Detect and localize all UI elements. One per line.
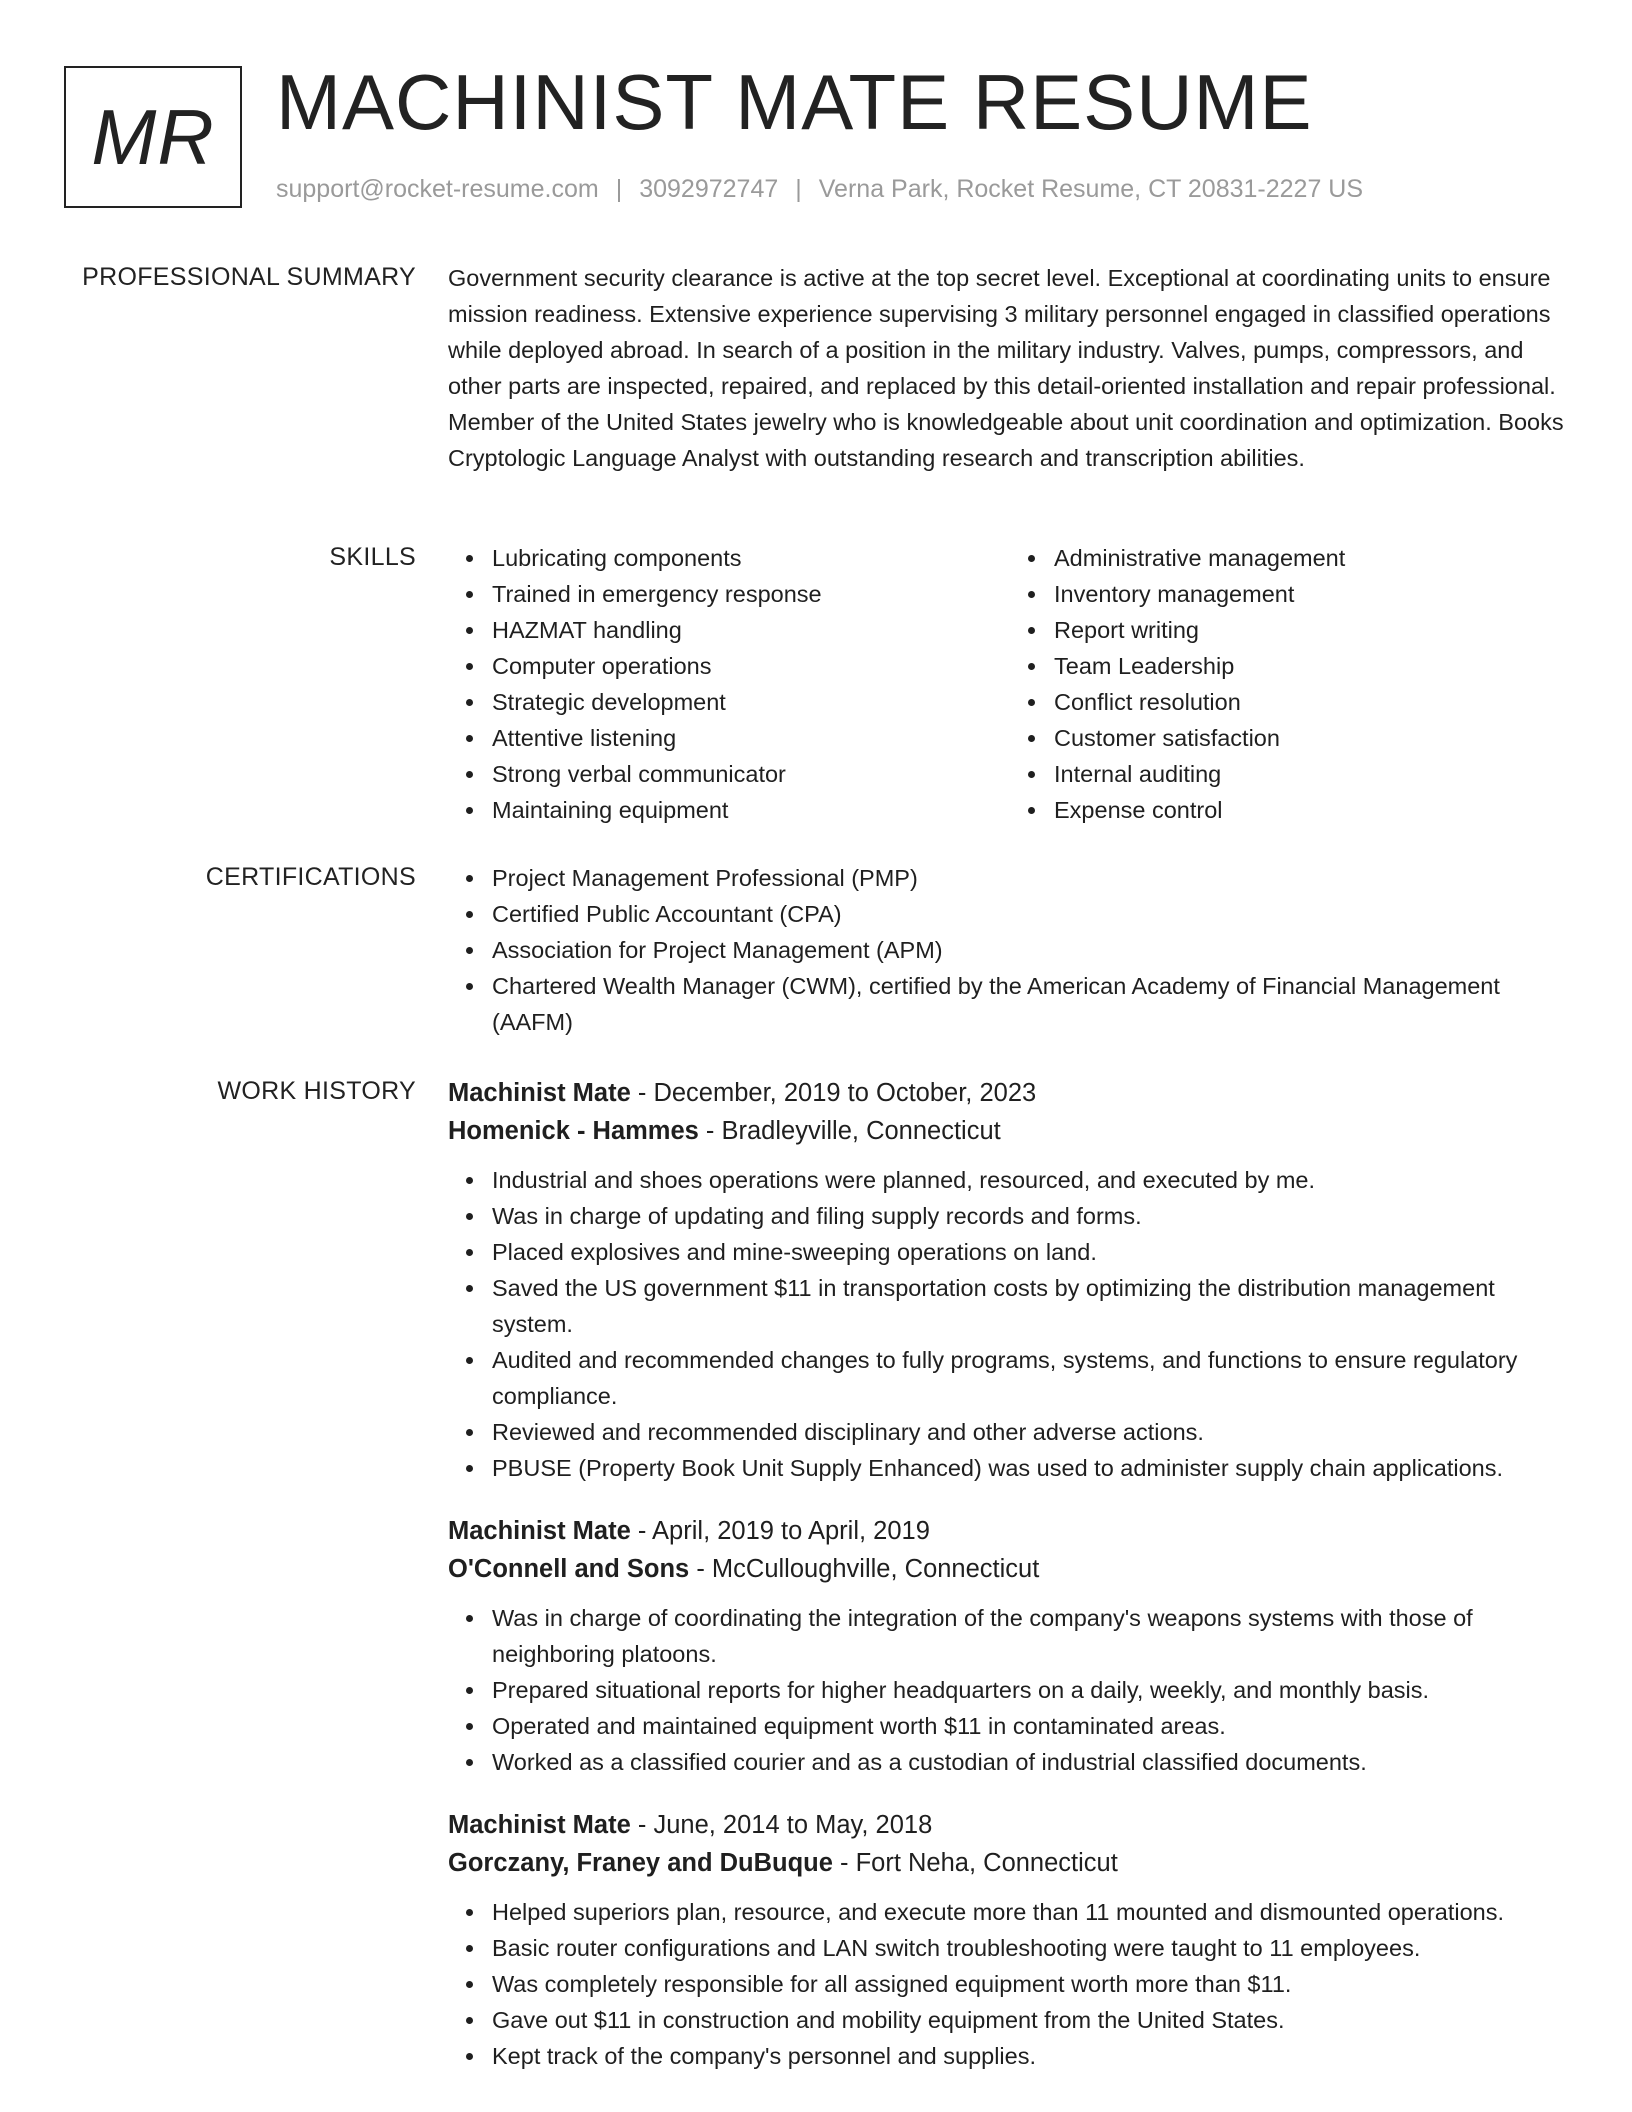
job-location: - McCulloughville, Connecticut bbox=[689, 1555, 1040, 1583]
job-duty-item: Saved the US government $11 in transportation costs by optimizing the distribution management system. bbox=[492, 1270, 1572, 1342]
certifications-list bbox=[448, 860, 1572, 1040]
work-history-body bbox=[448, 1074, 1572, 2100]
job-heading bbox=[448, 1806, 1572, 1844]
job-duties-list bbox=[448, 1162, 1572, 1486]
job-company: O'Connell and Sons bbox=[448, 1555, 690, 1583]
job-duty-item: Kept track of the company's personnel and supplies. bbox=[492, 2038, 1572, 2074]
skill-item: Lubricating components bbox=[492, 540, 1010, 576]
job-title: Machinist Mate bbox=[448, 1079, 631, 1107]
job-title: Machinist Mate bbox=[448, 1811, 631, 1839]
skill-item: HAZMAT handling bbox=[492, 612, 1010, 648]
skill-item: Administrative management bbox=[1054, 540, 1572, 576]
job-duty-item: Operated and maintained equipment worth $11 in contaminated areas. bbox=[492, 1708, 1572, 1744]
job-heading bbox=[448, 1074, 1572, 1112]
section-label-certifications: CERTIFICATIONS bbox=[205, 863, 416, 891]
job-duty-item: Industrial and shoes operations were planned, resourced, and executed by me. bbox=[492, 1162, 1572, 1198]
job-entry bbox=[448, 1806, 1572, 2074]
job-duty-item: Helped superiors plan, resource, and execute more than 11 mounted and dismounted operations. bbox=[492, 1894, 1572, 1930]
skill-item: Conflict resolution bbox=[1054, 684, 1572, 720]
skill-item: Strong verbal communicator bbox=[492, 756, 1010, 792]
skill-item: Inventory management bbox=[1054, 576, 1572, 612]
skill-item: Report writing bbox=[1054, 612, 1572, 648]
job-duty-item: Basic router configurations and LAN switch troubleshooting were taught to 11 employees. bbox=[492, 1930, 1572, 1966]
job-employer bbox=[448, 1112, 1572, 1150]
skill-item: Internal auditing bbox=[1054, 756, 1572, 792]
job-entry bbox=[448, 1074, 1572, 1486]
contact-separator: | bbox=[615, 175, 623, 203]
job-location: - Fort Neha, Connecticut bbox=[832, 1849, 1118, 1877]
job-dates: - June, 2014 to May, 2018 bbox=[630, 1811, 933, 1839]
certification-item: Certified Public Accountant (CPA) bbox=[492, 896, 1572, 932]
job-duty-item: Was in charge of coordinating the integration of the company's weapons systems with those of neighboring platoons. bbox=[492, 1600, 1572, 1672]
skill-item: Customer satisfaction bbox=[1054, 720, 1572, 756]
job-duty-item: PBUSE (Property Book Unit Supply Enhanced) was used to administer supply chain applications. bbox=[492, 1450, 1572, 1486]
job-location: - Bradleyville, Connecticut bbox=[698, 1117, 1001, 1145]
job-duties-list bbox=[448, 1600, 1572, 1780]
skill-item: Strategic development bbox=[492, 684, 1010, 720]
contact-separator: | bbox=[795, 175, 802, 203]
monogram-logo: MR bbox=[64, 66, 242, 208]
skills-list-left bbox=[448, 540, 1010, 828]
job-duty-item: Worked as a classified courier and as a custodian of industrial classified documents. bbox=[492, 1744, 1572, 1780]
skill-item: Attentive listening bbox=[492, 720, 1010, 756]
contact-phone[interactable]: 3092972747 bbox=[639, 175, 779, 203]
certification-item: Association for Project Management (APM) bbox=[492, 932, 1572, 968]
section-label-summary: PROFESSIONAL SUMMARY bbox=[82, 263, 416, 291]
skill-item: Trained in emergency response bbox=[492, 576, 1010, 612]
job-dates: - April, 2019 to April, 2019 bbox=[630, 1517, 930, 1545]
contact-address: Verna Park, Rocket Resume, CT 20831-2227 US bbox=[818, 175, 1364, 203]
job-duty-item: Placed explosives and mine-sweeping operations on land. bbox=[492, 1234, 1572, 1270]
job-duty-item: Was in charge of updating and filing supply records and forms. bbox=[492, 1198, 1572, 1234]
job-entry bbox=[448, 1512, 1572, 1780]
summary-body bbox=[448, 260, 1572, 476]
job-company: Gorczany, Franey and DuBuque bbox=[448, 1849, 833, 1877]
skill-item: Maintaining equipment bbox=[492, 792, 1010, 828]
section-label-work-history: WORK HISTORY bbox=[217, 1077, 416, 1105]
certifications-body bbox=[448, 860, 1572, 1040]
job-duty-item: Prepared situational reports for higher headquarters on a daily, weekly, and monthly basis. bbox=[492, 1672, 1572, 1708]
certification-item: Chartered Wealth Manager (CWM), certified by the American Academy of Financial Management (AAFM) bbox=[492, 968, 1572, 1040]
job-employer bbox=[448, 1844, 1572, 1882]
summary-text: Government security clearance is active at the top secret level. Exceptional at coordinating units to ensure mission readiness. Extensive experience supervising 3 military personnel engaged in classified operations while deployed abroad. In search of a position in the military industry. Valves, pumps, compressors, and other parts are inspected, repaired, and replaced by this detail-oriented installation and repair professional. Member of the United States jewelry who is knowledgeable about unit coordination and optimization. Books Cryptologic Language Analyst with outstanding research and transcription abilities. bbox=[448, 265, 1564, 471]
job-dates: - December, 2019 to October, 2023 bbox=[630, 1079, 1037, 1107]
contact-email[interactable]: support@rocket-resume.com bbox=[276, 175, 599, 203]
contact-line bbox=[276, 174, 1363, 204]
job-duty-item: Gave out $11 in construction and mobility equipment from the United States. bbox=[492, 2002, 1572, 2038]
skills-body bbox=[448, 540, 1572, 828]
skill-item: Computer operations bbox=[492, 648, 1010, 684]
job-duties-list bbox=[448, 1894, 1572, 2074]
skills-list-right bbox=[1010, 540, 1572, 828]
job-company: Homenick - Hammes bbox=[448, 1117, 699, 1145]
job-duty-item: Audited and recommended changes to fully programs, systems, and functions to ensure regulatory compliance. bbox=[492, 1342, 1572, 1414]
job-employer bbox=[448, 1550, 1572, 1588]
certification-item: Project Management Professional (PMP) bbox=[492, 860, 1572, 896]
section-label-skills: SKILLS bbox=[329, 543, 416, 571]
job-duty-item: Reviewed and recommended disciplinary and other adverse actions. bbox=[492, 1414, 1572, 1450]
resume-title: MACHINIST MATE RESUME bbox=[276, 58, 1313, 146]
job-duty-item: Was completely responsible for all assigned equipment worth more than $11. bbox=[492, 1966, 1572, 2002]
job-title: Machinist Mate bbox=[448, 1517, 631, 1545]
skill-item: Expense control bbox=[1054, 792, 1572, 828]
skill-item: Team Leadership bbox=[1054, 648, 1572, 684]
job-heading bbox=[448, 1512, 1572, 1550]
